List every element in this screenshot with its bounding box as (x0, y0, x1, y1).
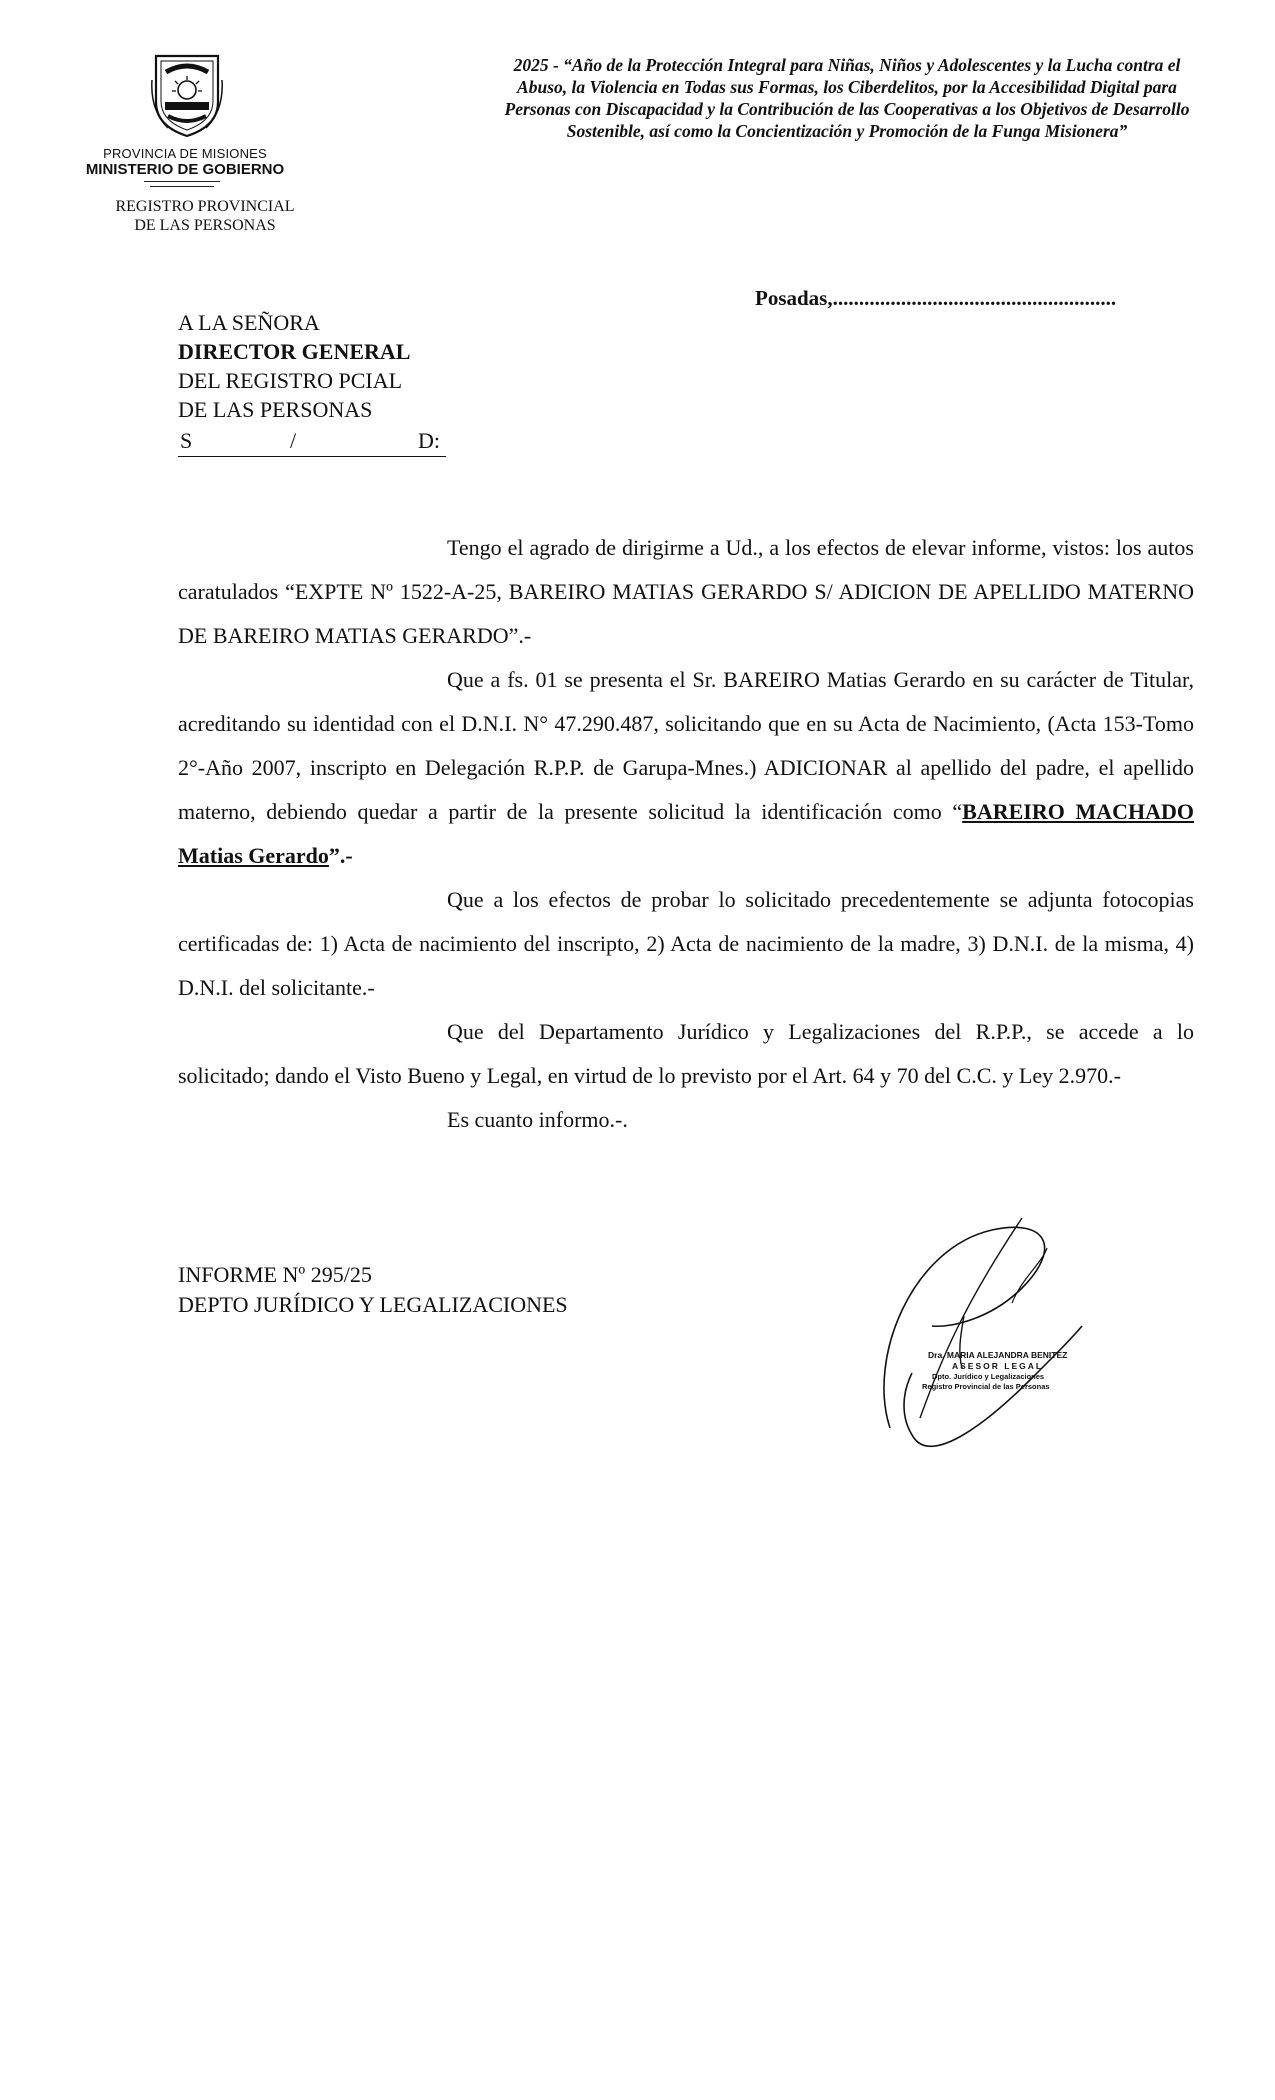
addressee-line4: DE LAS PERSONAS (178, 397, 373, 422)
ministry-name: MINISTERIO DE GOBIERNO (85, 161, 285, 178)
sd-s: S (180, 428, 193, 453)
paragraph-4: Que del Departamento Jurídico y Legalizaciones del R.P.P., se accede a lo solicitado; dando el Visto Bueno y Legal, en virtud de lo previsto por el Art. 64 y 70 del C.C. y Ley 2.970.- (178, 1019, 1194, 1088)
stamp-registry: Registro Provincial de las Personas (922, 1382, 1050, 1391)
paragraph-1: Tengo el agrado de dirigirme a Ud., a los efectos de elevar informe, vistos: los autos caratulados “EXPTE Nº 1522-A-25, BAREIRO MATIAS GERARDO S/ ADICION DE APELLIDO MATERNO DE BAREIRO MATIAS GERARDO”.- (178, 535, 1194, 648)
provincial-crest-logo (148, 50, 226, 138)
paragraph-3: Que a los efectos de probar lo solicitado precedentemente se adjunta fotocopias certificadas de: 1) Acta de nacimiento del inscripto, 2) Acta de nacimiento de la madre, 3) D.N.I. de la misma, 4) D.N.I. del solicitante.- (178, 887, 1194, 1000)
sd-d: D: (418, 428, 440, 453)
signature-block (872, 1208, 1090, 1490)
stamp-name: Dra. MARIA ALEJANDRA BENITEZ (928, 1350, 1068, 1360)
paragraph-2-text: Que a fs. 01 se presenta el Sr. BAREIRO Matias Gerardo en su carácter de Titular, acreditando su identidad con el D.N.I. N° 47.290.487, solicitando que en su Acta de Nacimiento, (Acta 153-Tomo 2°-Año 2007, inscripto en Delegación R.P.P. de Garupa-Mnes.) ADICIONAR al apellido del padre, el apellido materno, debiendo quedar a partir de la presente solicitud la identificación como “ (178, 667, 1194, 824)
addressee-title: DIRECTOR GENERAL (178, 339, 411, 364)
sd-line (178, 428, 446, 457)
paragraph-2 (178, 658, 1194, 878)
report-department: DEPTO JURÍDICO Y LEGALIZACIONES (178, 1292, 568, 1317)
letterhead-divider (144, 181, 220, 182)
year-motto: 2025 - “Año de la Protección Integral para Niñas, Niños y Adolescentes y la Lucha contra el Abuso, la Violencia en Todas sus Formas, los Ciberdelitos, por la Accesibilidad Digital para Personas con Discapacidad y la Contribución de las Cooperativas a los Objetivos de Desarrollo Sostenible, así como la Concientización y Promoción de la Funga Misionera” (504, 55, 1190, 141)
letterhead-divider (150, 186, 214, 187)
paragraph-5: Es cuanto informo.-. (447, 1107, 628, 1132)
registry-name-line1: REGISTRO PROVINCIAL (115, 198, 295, 215)
province-name: PROVINCIA DE MISIONES (103, 146, 267, 161)
addressee-line3: DEL REGISTRO PCIAL (178, 368, 403, 393)
stamp-department: Dpto. Jurídico y Legalizaciones (932, 1372, 1045, 1381)
sd-slash: / (290, 428, 297, 453)
place-date-line: Posadas,...................................................... (755, 286, 1117, 310)
registry-name-line2: DE LAS PERSONAS (134, 217, 276, 234)
report-number: INFORME Nº 295/25 (178, 1262, 372, 1287)
paragraph-2-end: ”.- (328, 843, 353, 868)
letter-body (178, 526, 1194, 1142)
handwritten-signature (872, 1208, 1090, 1490)
new-identification-name: BAREIRO MACHADO Matias Gerardo (178, 799, 1194, 868)
stamp-title: ASESOR LEGAL (952, 1361, 1044, 1371)
addressee-line1: A LA SEÑORA (178, 310, 320, 335)
